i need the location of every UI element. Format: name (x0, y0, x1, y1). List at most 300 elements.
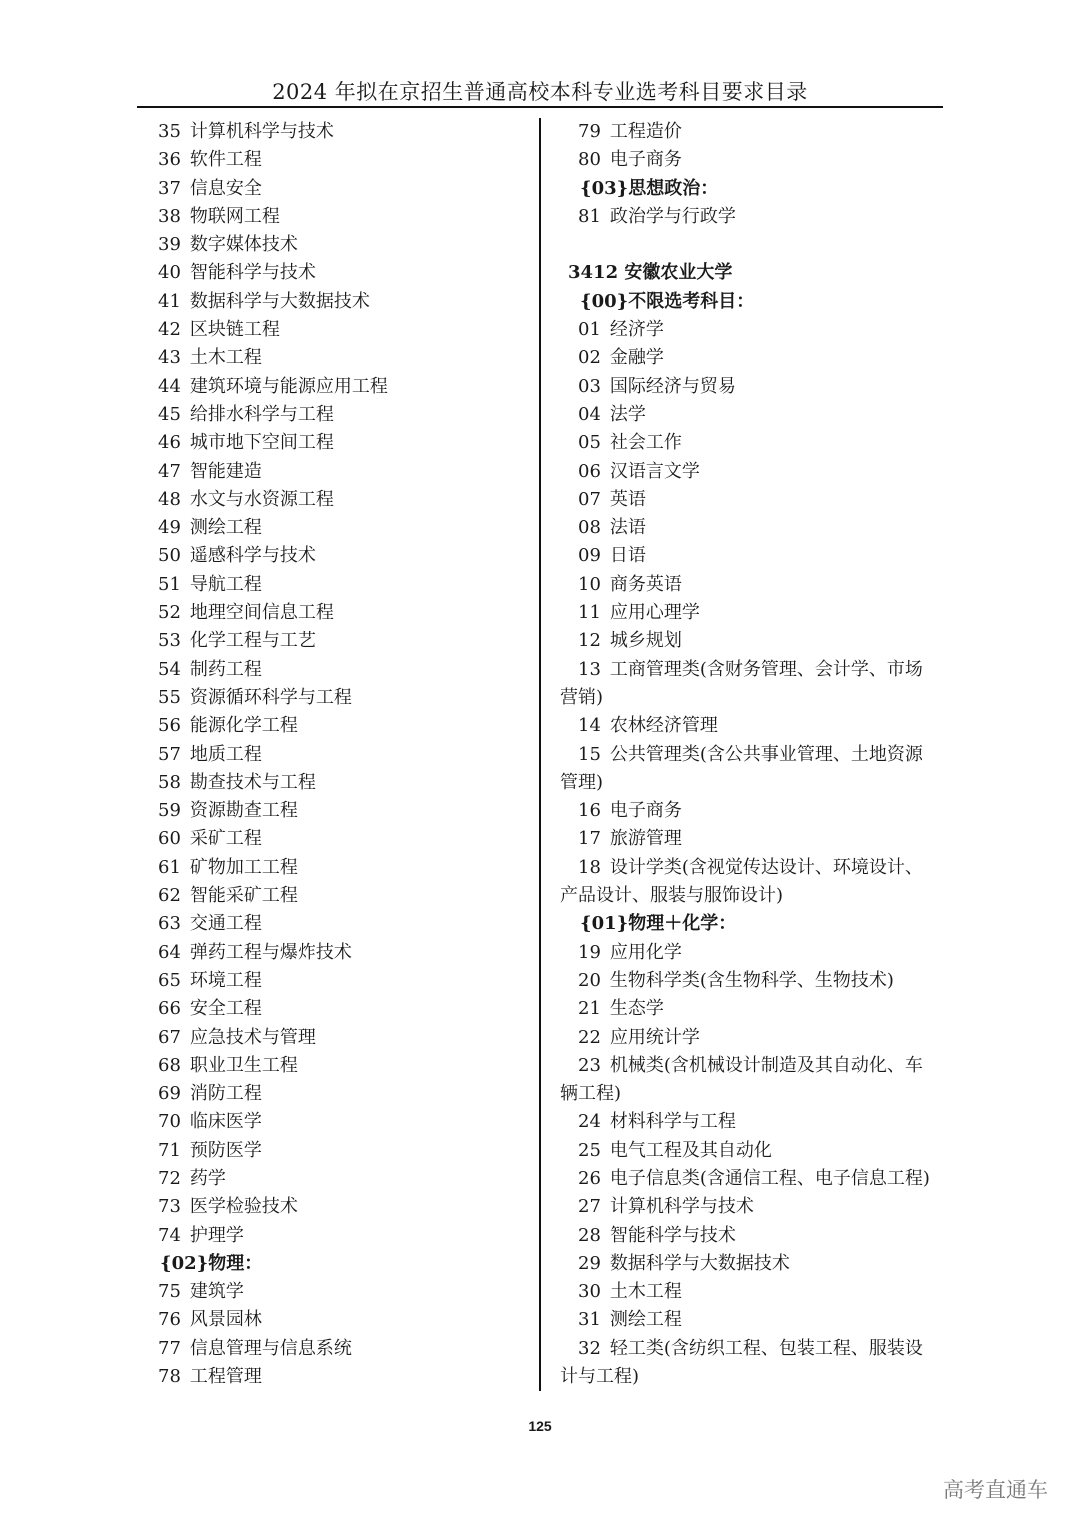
major-number: 40 (158, 262, 181, 284)
major-number: 53 (158, 630, 181, 652)
major-item (560, 1137, 950, 1165)
major-item (158, 939, 528, 967)
blank-line (560, 231, 950, 259)
major-item (158, 769, 528, 797)
major-number: 71 (158, 1139, 181, 1161)
major-item (560, 656, 950, 713)
major-number: 62 (158, 885, 181, 907)
major-number: 25 (578, 1139, 601, 1161)
major-line (560, 797, 950, 825)
major-name: 土木工程 (189, 347, 262, 369)
major-line (560, 1108, 950, 1136)
major-name: 智能科学与技术 (609, 1224, 736, 1246)
major-line (158, 486, 528, 514)
major-name: 勘查技术与工程 (189, 771, 316, 793)
major-item (158, 656, 528, 684)
major-name-continued: 产品设计、服装与服饰设计) (560, 885, 784, 907)
major-item (560, 1165, 950, 1193)
major-number: 51 (158, 573, 181, 595)
major-name: 应用统计学 (609, 1026, 700, 1048)
major-name: 电子商务 (609, 800, 682, 822)
major-number: 68 (158, 1054, 181, 1076)
major-number: 44 (158, 375, 181, 397)
major-item (560, 1222, 950, 1250)
major-number: 74 (158, 1224, 181, 1246)
major-name: 给排水科学与工程 (189, 403, 334, 425)
major-item (560, 712, 950, 740)
major-name: 医学检验技术 (189, 1196, 298, 1218)
major-number: 24 (578, 1111, 601, 1133)
major-name: 导航工程 (189, 573, 262, 595)
major-line (560, 429, 950, 457)
major-name: 农林经济管理 (609, 715, 718, 737)
major-number: 63 (158, 913, 181, 935)
major-item (560, 458, 950, 486)
major-number: 16 (578, 800, 601, 822)
major-line (158, 1222, 528, 1250)
major-item (560, 1306, 950, 1334)
major-name: 国际经济与贸易 (609, 375, 736, 397)
major-item (560, 627, 950, 655)
major-name: 风景园林 (189, 1309, 262, 1331)
major-item (560, 118, 950, 146)
major-line (158, 656, 528, 684)
major-line (560, 542, 950, 570)
major-line (560, 967, 950, 995)
major-number: 67 (158, 1026, 181, 1048)
major-number: 57 (158, 743, 181, 765)
major-item (158, 146, 528, 174)
major-item (158, 797, 528, 825)
major-item (560, 1108, 950, 1136)
major-line (158, 231, 528, 259)
major-name: 政治学与行政学 (609, 205, 736, 227)
major-name: 日语 (609, 545, 646, 567)
major-number: 35 (158, 121, 181, 142)
major-name: 数据科学与大数据技术 (189, 290, 370, 312)
page-number: 125 (528, 1418, 552, 1434)
major-number: 02 (578, 347, 601, 369)
major-line (560, 656, 950, 684)
major-number: 26 (578, 1167, 601, 1189)
major-line (560, 458, 950, 486)
major-item (560, 854, 950, 911)
major-name: 旅游管理 (609, 828, 682, 850)
major-name: 水文与水资源工程 (189, 488, 334, 510)
major-item (560, 1335, 950, 1392)
major-name: 地理空间信息工程 (189, 602, 334, 624)
major-line (158, 967, 528, 995)
major-item (158, 1363, 528, 1391)
major-item (158, 1335, 528, 1363)
major-line (158, 259, 528, 287)
major-line (560, 995, 950, 1023)
major-line (560, 1052, 950, 1080)
major-item (158, 882, 528, 910)
major-item (560, 1278, 950, 1306)
major-line (158, 939, 528, 967)
major-line (560, 1278, 950, 1306)
major-number: 06 (578, 460, 601, 482)
major-number: 07 (578, 488, 601, 510)
major-number: 47 (158, 460, 181, 482)
major-item (158, 1080, 528, 1108)
major-item (560, 429, 950, 457)
major-item (158, 627, 528, 655)
major-name: 应用心理学 (609, 602, 700, 624)
major-line (560, 316, 950, 344)
major-item (560, 939, 950, 967)
university-heading: 3412 安徽农业大学 (568, 262, 733, 284)
major-number: 05 (578, 432, 601, 454)
major-name: 公共管理类(含公共事业管理、土地资源 (609, 743, 923, 765)
major-line (158, 797, 528, 825)
major-line (158, 542, 528, 570)
major-name: 工程造价 (609, 121, 682, 142)
category-heading: {02}物理： (160, 1252, 263, 1274)
major-name: 能源化学工程 (189, 715, 298, 737)
major-number: 39 (158, 234, 181, 256)
major-line (158, 825, 528, 853)
major-line (158, 1363, 528, 1391)
major-line (158, 373, 528, 401)
major-line (158, 401, 528, 429)
major-line (158, 1165, 528, 1193)
major-line (560, 1137, 950, 1165)
major-line (158, 146, 528, 174)
major-item (560, 401, 950, 429)
major-name: 信息安全 (189, 177, 262, 199)
major-item (158, 571, 528, 599)
major-number: 38 (158, 205, 181, 227)
major-name: 法学 (609, 403, 646, 425)
major-item (560, 1193, 950, 1221)
major-name: 经济学 (609, 319, 664, 341)
major-item (158, 118, 528, 146)
major-line (158, 514, 528, 542)
major-item (158, 288, 528, 316)
major-item (158, 1024, 528, 1052)
major-item (560, 146, 950, 174)
major-name: 法语 (609, 517, 646, 539)
major-number: 17 (578, 828, 601, 850)
major-name: 资源勘查工程 (189, 800, 298, 822)
major-name: 应急技术与管理 (189, 1026, 316, 1048)
major-item (560, 797, 950, 825)
major-name: 机械类(含机械设计制造及其自动化、车 (609, 1054, 923, 1076)
major-number: 46 (158, 432, 181, 454)
major-name: 智能采矿工程 (189, 885, 298, 907)
watermark: 高考直通车 (943, 1478, 1048, 1502)
major-item (560, 344, 950, 372)
major-name: 城市地下空间工程 (189, 432, 334, 454)
major-item (158, 203, 528, 231)
major-line (158, 712, 528, 740)
major-number: 75 (158, 1281, 181, 1303)
major-name: 矿物加工工程 (189, 856, 298, 878)
major-name: 物联网工程 (189, 205, 280, 227)
major-line (560, 627, 950, 655)
major-name: 地质工程 (189, 743, 262, 765)
major-number: 21 (578, 998, 601, 1020)
major-number: 52 (158, 602, 181, 624)
major-item (158, 486, 528, 514)
major-item (158, 175, 528, 203)
major-number: 28 (578, 1224, 601, 1246)
major-name: 工商管理类(含财务管理、会计学、市场 (609, 658, 923, 680)
major-number: 18 (578, 856, 601, 878)
major-line (158, 627, 528, 655)
major-item (158, 259, 528, 287)
major-item (158, 1137, 528, 1165)
major-line (158, 882, 528, 910)
major-name: 药学 (189, 1167, 226, 1189)
column-divider (539, 118, 541, 1391)
major-number: 08 (578, 517, 601, 539)
major-line (158, 1108, 528, 1136)
major-name: 金融学 (609, 347, 664, 369)
major-name-continued: 营销) (560, 686, 604, 708)
major-name: 弹药工程与爆炸技术 (189, 941, 352, 963)
major-item (560, 1024, 950, 1052)
major-name-continued: 管理) (560, 771, 604, 793)
major-item (158, 1108, 528, 1136)
major-item (158, 741, 528, 769)
major-number: 03 (578, 375, 601, 397)
major-line (560, 486, 950, 514)
major-name: 信息管理与信息系统 (189, 1337, 352, 1359)
major-line (560, 1306, 950, 1334)
category-heading: {00}不限选考科目： (580, 290, 755, 312)
major-number: 19 (578, 941, 601, 963)
major-number: 73 (158, 1196, 181, 1218)
major-item (158, 1222, 528, 1250)
major-line (560, 118, 950, 146)
left-column (158, 118, 528, 1391)
major-line (158, 429, 528, 457)
major-line (560, 825, 950, 853)
major-number: 01 (578, 319, 601, 341)
major-name: 电子商务 (609, 149, 682, 171)
major-name: 资源循环科学与工程 (189, 686, 352, 708)
major-item (560, 486, 950, 514)
major-number: 15 (578, 743, 601, 765)
major-item (158, 316, 528, 344)
major-name: 建筑环境与能源应用工程 (189, 375, 388, 397)
major-line (158, 769, 528, 797)
major-name: 护理学 (189, 1224, 244, 1246)
major-line (560, 1165, 950, 1193)
major-name: 土木工程 (609, 1281, 682, 1303)
major-number: 77 (158, 1337, 181, 1359)
major-number: 64 (158, 941, 181, 963)
major-item (158, 1306, 528, 1334)
major-name: 材料科学与工程 (609, 1111, 736, 1133)
major-line (560, 741, 950, 769)
major-name: 化学工程与工艺 (189, 630, 316, 652)
major-number: 80 (578, 149, 601, 171)
major-line (560, 1335, 950, 1363)
major-name: 临床医学 (189, 1111, 262, 1133)
major-number: 29 (578, 1252, 601, 1274)
major-number: 66 (158, 998, 181, 1020)
major-line (158, 571, 528, 599)
major-number: 42 (158, 319, 181, 341)
major-item (560, 514, 950, 542)
major-name: 交通工程 (189, 913, 262, 935)
major-item (158, 514, 528, 542)
major-item (560, 571, 950, 599)
major-item (158, 1278, 528, 1306)
major-number: 55 (158, 686, 181, 708)
major-name: 预防医学 (189, 1139, 262, 1161)
major-item (158, 825, 528, 853)
major-item (158, 1165, 528, 1193)
major-item (158, 429, 528, 457)
major-line (158, 288, 528, 316)
major-name: 建筑学 (189, 1281, 244, 1303)
major-item (158, 599, 528, 627)
major-line (560, 1250, 950, 1278)
major-line (158, 1080, 528, 1108)
major-name: 生态学 (609, 998, 664, 1020)
major-name: 环境工程 (189, 969, 262, 991)
major-number: 14 (578, 715, 601, 737)
major-line (560, 514, 950, 542)
major-name: 软件工程 (189, 149, 262, 171)
major-line (560, 712, 950, 740)
major-line (560, 939, 950, 967)
major-name: 轻工类(含纺织工程、包装工程、服装设 (609, 1337, 923, 1359)
major-number: 76 (158, 1309, 181, 1331)
major-item (560, 316, 950, 344)
major-name: 测绘工程 (609, 1309, 682, 1331)
major-number: 04 (578, 403, 601, 425)
major-number: 49 (158, 517, 181, 539)
major-name: 生物科学类(含生物科学、生物技术) (609, 969, 894, 991)
major-item (158, 910, 528, 938)
major-name: 制药工程 (189, 658, 262, 680)
major-number: 78 (158, 1366, 181, 1388)
major-item (560, 373, 950, 401)
major-line (158, 118, 528, 146)
major-line (158, 995, 528, 1023)
major-number: 22 (578, 1026, 601, 1048)
major-number: 27 (578, 1196, 601, 1218)
major-number: 69 (158, 1083, 181, 1105)
major-item (158, 967, 528, 995)
major-number: 23 (578, 1054, 601, 1076)
major-item (158, 373, 528, 401)
major-line (158, 684, 528, 712)
major-number: 65 (158, 969, 181, 991)
major-line (560, 344, 950, 372)
major-name: 设计学类(含视觉传达设计、环境设计、 (609, 856, 923, 878)
major-item (158, 542, 528, 570)
major-name: 数字媒体技术 (189, 234, 298, 256)
major-name: 遥感科学与技术 (189, 545, 316, 567)
major-number: 10 (578, 573, 601, 595)
page-title: 2024 年拟在京招生普通高校本科专业选考科目要求目录 (272, 80, 808, 104)
major-line (560, 401, 950, 429)
major-number: 20 (578, 969, 601, 991)
major-item (158, 684, 528, 712)
major-item (560, 995, 950, 1023)
major-item (158, 995, 528, 1023)
major-line (158, 1335, 528, 1363)
major-item (158, 401, 528, 429)
major-item (560, 967, 950, 995)
major-line (560, 1222, 950, 1250)
major-line (158, 203, 528, 231)
major-number: 81 (578, 205, 601, 227)
major-item (158, 712, 528, 740)
major-name: 社会工作 (609, 432, 682, 454)
major-name: 电气工程及其自动化 (609, 1139, 772, 1161)
major-number: 79 (578, 121, 601, 142)
major-name: 消防工程 (189, 1083, 262, 1105)
major-number: 61 (158, 856, 181, 878)
major-name: 智能建造 (189, 460, 262, 482)
major-name: 安全工程 (189, 998, 262, 1020)
major-number: 60 (158, 828, 181, 850)
major-name: 电子信息类(含通信工程、电子信息工程) (609, 1167, 930, 1189)
major-item (560, 599, 950, 627)
major-name: 工程管理 (189, 1366, 262, 1388)
major-number: 45 (158, 403, 181, 425)
title-rule (137, 106, 943, 108)
major-number: 09 (578, 545, 601, 567)
major-line (560, 599, 950, 627)
major-item (158, 344, 528, 372)
major-number: 56 (158, 715, 181, 737)
major-item (158, 854, 528, 882)
major-line (158, 910, 528, 938)
major-number: 59 (158, 800, 181, 822)
major-line (158, 1137, 528, 1165)
major-line (158, 599, 528, 627)
major-number: 54 (158, 658, 181, 680)
right-column (560, 118, 950, 1391)
major-item (158, 1193, 528, 1221)
major-line (158, 741, 528, 769)
major-number: 36 (158, 149, 181, 171)
major-line (158, 1278, 528, 1306)
major-number: 13 (578, 658, 601, 680)
major-name: 英语 (609, 488, 646, 510)
major-item (158, 1052, 528, 1080)
major-name: 汉语言文学 (609, 460, 700, 482)
major-name: 职业卫生工程 (189, 1054, 298, 1076)
major-name-continued: 计与工程) (560, 1366, 640, 1388)
major-line (158, 175, 528, 203)
major-number: 50 (158, 545, 181, 567)
major-item (560, 741, 950, 798)
major-number: 12 (578, 630, 601, 652)
major-line (158, 316, 528, 344)
major-number: 11 (578, 602, 601, 624)
major-item (158, 231, 528, 259)
major-number: 70 (158, 1111, 181, 1133)
major-line (158, 458, 528, 486)
category-heading: {01}物理＋化学： (580, 913, 737, 935)
major-line (560, 373, 950, 401)
major-name: 数据科学与大数据技术 (609, 1252, 790, 1274)
major-name: 计算机科学与技术 (189, 121, 334, 142)
major-name: 商务英语 (609, 573, 682, 595)
major-item (560, 1052, 950, 1109)
major-number: 32 (578, 1337, 601, 1359)
